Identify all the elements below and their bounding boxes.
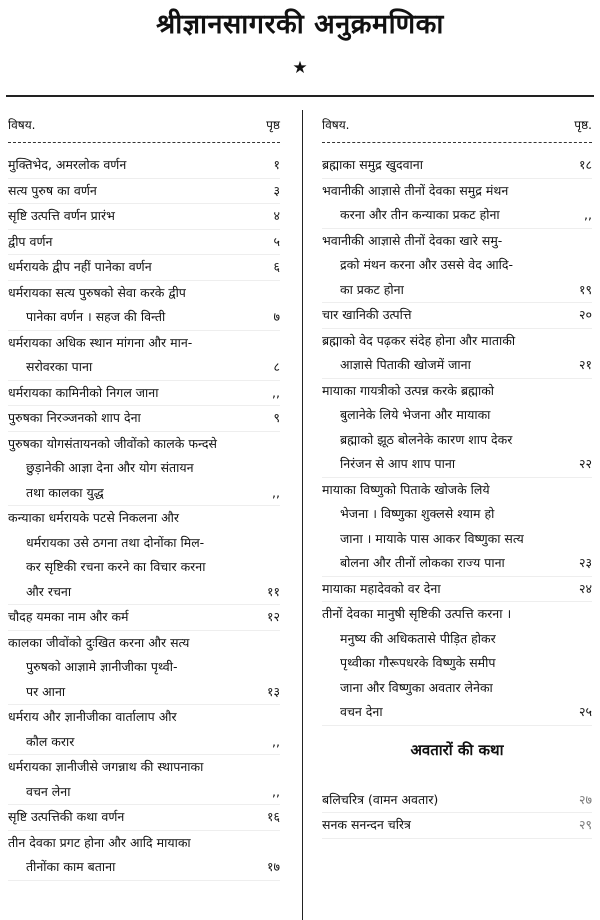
- entry-page-number: ,,: [272, 484, 280, 500]
- entry-text-line: मनुष्य की अधिकतासे पीड़ित होकर: [340, 630, 496, 646]
- entry-page-number: २४: [578, 580, 592, 596]
- toc-entry: [322, 577, 592, 603]
- column-divider: [302, 110, 303, 920]
- entry-text-line: धर्मरायका कामिनीको निगल जाना: [8, 384, 159, 400]
- entry-page-number: ९: [273, 410, 280, 425]
- entry-text-line: तीनों देवका मानुषी सृष्टिकी उत्पत्ति करना ।: [322, 606, 512, 621]
- toc-entry: [322, 229, 592, 304]
- entry-text-line: पर आना: [26, 683, 66, 699]
- entry-page-number: ७: [273, 309, 280, 324]
- entry-text-line: सृष्टि उत्पत्तिकी कथा वर्णन: [8, 809, 125, 824]
- entry-text-line: मुक्तिभेद, अमरलोक वर्णन: [8, 157, 127, 172]
- header-rule: [8, 142, 280, 143]
- entry-page-number: २३: [578, 555, 592, 570]
- toc-entry: [322, 478, 592, 577]
- star-ornament-icon: ★: [292, 58, 308, 78]
- toc-entry: [8, 204, 280, 230]
- entry-page-number: २०: [578, 307, 592, 322]
- entry-text-line: धर्मरायका अधिक स्थान मांगना और मान-: [8, 334, 193, 350]
- left-column: [8, 112, 280, 881]
- section-entries: [322, 788, 592, 839]
- entry-text-line: कालका जीवोंको दुःखित करना और सत्य: [8, 634, 190, 650]
- entry-page-number: २५: [578, 704, 592, 719]
- toc-entry: [8, 153, 280, 179]
- entry-text-line: धर्मरायके द्वीप नहीं पानेका वर्णन: [8, 259, 152, 274]
- entry-text-line: जाना । मायाके पास आकर विष्णुका सत्य: [340, 530, 524, 546]
- toc-entry: [322, 379, 592, 478]
- entry-text-line: कन्याका धर्मरायके पटसे निकलना और: [8, 510, 180, 525]
- toc-entry: [8, 631, 280, 706]
- toc-entry: [8, 605, 280, 631]
- toc-entry: [322, 788, 592, 814]
- entry-page-number: ,,: [272, 733, 280, 749]
- entry-text-line: पुरुषको आज्ञामे ज्ञानीजीका पृथ्वी-: [26, 659, 178, 674]
- toc-entry: [8, 406, 280, 432]
- toc-entry: [8, 255, 280, 281]
- entry-text-line: निरंजन से आप शाप पाना: [340, 456, 456, 471]
- entry-text-line: द्रको मंथन करना और उससे वेद आदि-: [340, 257, 514, 272]
- entry-text-line: बलिचरित्र (वामन अवतार): [322, 791, 439, 807]
- entry-page-number: १६: [266, 809, 280, 824]
- toc-entry: [8, 432, 280, 507]
- entry-page-number: २९: [578, 817, 592, 832]
- toc-entry: [322, 303, 592, 329]
- entry-page-number: १९: [578, 281, 592, 297]
- toc-entry: [8, 179, 280, 205]
- entry-text-line: पुरुषका निरञ्जनको शाप देना: [8, 410, 141, 425]
- entry-page-number: ,,: [272, 783, 280, 799]
- left-column-header: [8, 112, 280, 138]
- entry-text-line: आज्ञासे पिताकी खोजमें जाना: [340, 357, 471, 372]
- entry-page-number: ४: [273, 208, 280, 223]
- top-rule: [6, 95, 594, 97]
- entry-text-line: धर्मराय और ज्ञानीजीका वार्तालाप और: [8, 709, 177, 724]
- toc-entry: [8, 381, 280, 407]
- toc-entry: [8, 281, 280, 331]
- toc-entry: [322, 179, 592, 229]
- entry-page-number: २१: [578, 357, 592, 372]
- entry-page-number: १: [273, 157, 280, 172]
- entry-text-line: छुड़ानेकी आज्ञा देना और योग संतायन: [26, 460, 194, 475]
- entry-text-line: सत्य पुरुष का वर्णन: [8, 182, 97, 198]
- entry-page-number: १७: [266, 859, 280, 874]
- entry-page-number: ३: [273, 182, 280, 198]
- header-rule: [322, 142, 592, 143]
- entry-text-line: ब्रह्माका समुद्र खुदवाना: [322, 157, 423, 172]
- entry-text-line: बोलना और तीनों लोकका राज्य पाना: [340, 555, 505, 570]
- entry-text-line: और रचना: [26, 583, 72, 599]
- entry-text-line: भवानीकी आज्ञासे तीनों देवका समुद्र मंथन: [322, 182, 509, 198]
- entry-text-line: वचन देना: [340, 704, 383, 719]
- entry-text-line: ब्रह्माको वेद पढ़कर संदेह होना और माताकी: [322, 332, 516, 348]
- subject-heading: विषय.: [8, 118, 36, 132]
- entry-page-number: १८: [578, 157, 592, 172]
- right-entries: [322, 153, 592, 726]
- toc-entry: [8, 506, 280, 605]
- entry-text-line: भवानीकी आज्ञासे तीनों देवका खारे समु-: [322, 232, 503, 248]
- entry-page-number: ,,: [584, 207, 592, 222]
- entry-page-number: ८: [273, 359, 280, 374]
- entry-page-number: ५: [273, 233, 280, 249]
- entry-text-line: का प्रकट होना: [340, 281, 404, 297]
- entry-text-line: मायाका विष्णुको पिताके खोजके लिये: [322, 481, 490, 497]
- entry-text-line: सरोवरका पाना: [26, 359, 93, 374]
- left-entries: [8, 153, 280, 881]
- entry-text-line: कौल करार: [26, 733, 75, 749]
- page-heading: पृष्ठ.: [574, 118, 592, 132]
- toc-entry: [322, 602, 592, 726]
- entry-page-number: १२: [266, 609, 280, 624]
- entry-page-number: २२: [578, 456, 592, 471]
- entry-text-line: जाना और विष्णुका अवतार लेनेका: [340, 679, 493, 695]
- entry-text-line: करना और तीन कन्याका प्रकट होना: [340, 207, 500, 222]
- entry-text-line: वचन लेना: [26, 783, 71, 799]
- entry-text-line: चार खानिकी उत्पत्ति: [322, 307, 412, 322]
- page-heading: पृष्ठ: [266, 118, 280, 132]
- entry-text-line: ब्रह्माको झूठ बोलनेके कारण शाप देकर: [340, 431, 513, 447]
- entry-text-line: तीनोंका काम बताना: [26, 859, 116, 874]
- toc-entry: [8, 230, 280, 256]
- entry-text-line: पृथ्वीका गौरूपधरके विष्णुके समीप: [340, 655, 496, 670]
- entry-page-number: ६: [273, 259, 280, 274]
- entry-page-number: ,,: [272, 384, 280, 400]
- entry-text-line: पानेका वर्णन । सहज की विन्ती: [26, 309, 166, 324]
- entry-text-line: चौदह यमका नाम और कर्म: [8, 609, 129, 624]
- toc-entry: [322, 329, 592, 379]
- subject-heading: विषय.: [322, 118, 350, 132]
- toc-entry: [8, 831, 280, 881]
- entry-text-line: तीन देवका प्रगट होना और आदि मायाका: [8, 834, 191, 850]
- entry-text-line: सनक सनन्दन चरित्र: [322, 817, 411, 832]
- toc-entry: [8, 805, 280, 831]
- entry-text-line: मायाका गायत्रीको उत्पन्न करके ब्रह्माको: [322, 382, 495, 398]
- entry-text-line: कर सृष्टिकी रचना करने का विचार करना: [26, 559, 206, 574]
- right-column-header: [322, 112, 592, 138]
- toc-entry: [322, 813, 592, 839]
- entry-text-line: तथा कालका युद्ध: [26, 484, 104, 500]
- page-title: श्रीज्ञानसागरकी अनुक्रमणिका: [156, 9, 444, 40]
- entry-text-line: धर्मरायका ज्ञानीजीसे जगन्नाथ की स्थापनाका: [8, 759, 204, 774]
- right-column: [322, 112, 592, 839]
- entry-text-line: धर्मरायका उसे ठगना तथा दोनोंका मिल-: [26, 534, 205, 550]
- toc-entry: [8, 705, 280, 755]
- entry-text-line: धर्मरायका सत्य पुरुषको सेवा करके द्वीप: [8, 284, 186, 300]
- section-title: अवतारों की कथा: [410, 740, 504, 759]
- entry-text-line: बुलानेके लिये भेजना और मायाका: [340, 407, 491, 422]
- entry-text-line: द्वीप वर्णन: [8, 233, 53, 249]
- entry-text-line: सृष्टि उत्पत्ति वर्णन प्रारंभ: [8, 208, 115, 223]
- entry-page-number: ११: [266, 583, 280, 599]
- entry-page-number: २७: [578, 791, 592, 807]
- toc-entry: [322, 153, 592, 179]
- entry-text-line: भेजना । विष्णुका शुक्लसे श्याम हो: [340, 506, 495, 521]
- entry-text-line: पुरुषका योगसंतायनको जीवोंको कालके फन्दसे: [8, 435, 217, 451]
- entry-page-number: १३: [266, 683, 280, 699]
- toc-entry: [8, 331, 280, 381]
- entry-text-line: मायाका महादेवको वर देना: [322, 580, 441, 596]
- toc-entry: [8, 755, 280, 805]
